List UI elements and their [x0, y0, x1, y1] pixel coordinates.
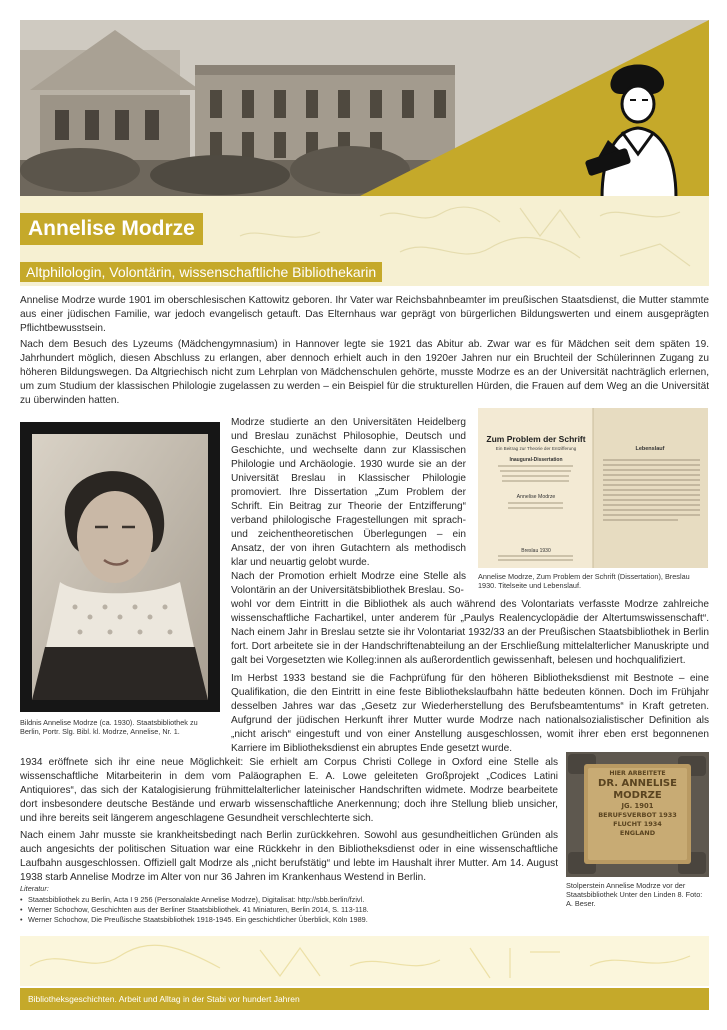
paragraph-education: Nach dem Besuch des Lyzeums (Mädchengymnasium) in Hannover legte sie 1921 das Abitur ab. Zwar war es für Mädchen seit dem späten 19. Jahrhundert möglich, diesen Abschluss zu erlangen, aber dennoch erhielt auch in den 1920er Jahren nur ein Bruchteil der Schülerinnen Zugang zu höheren Bildungswegen. Da Altgriechisch nicht zum Lehrplan von Mädchenschulen gehörte, musste Modrze es an der Universität nachträglich erlernen, um zum Studium der klassischen Philologie zugelassen zu werden – ein Beispiel für die strukturellen Hürden, die Frauen auf dem Weg an die Universität zu überwinden hatten. — [20, 339, 709, 406]
stolperstein-line-6: FLUCHT 1934 — [613, 820, 662, 828]
literature-heading: Literatur: — [20, 884, 49, 893]
reading-woman-icon — [572, 58, 696, 198]
stolperstein-caption: Stolperstein Annelise Modrze vor der Staatsbibliothek Unter den Linden 8. Foto: A. Beser. — [566, 881, 703, 908]
paragraph-exam: Im Herbst 1933 bestand sie die Fachprüfung für den höheren Bibliotheksdienst mit Bestnote – eine Qualifikation, die den Eintritt in eine feste Bibliothekslaufbahn hätte bedeuten können. Doch im Frühjahr desselben Jahres war das „Gesetz zur Wiederherstellung des Berufsbeamtentums“ in Kraft getreten. Aufgrund der jüdischen Herkunft ihrer Mutter wurde Modrze nach nationalsozialistischer Definition als „nicht arisch“ eingestuft und von einer Anstellung ausgeschlossen, womit ihrer eben erst begonnenen Karriere im Bibliotheksdienst ein abruptes Ende gesetzt wurde. — [231, 673, 709, 754]
paragraph-volontariat: wohl vor dem Eintritt in die Bibliothek als auch während des Volontariats verfasste Modrze zahlreiche wissenschaftliche Fachartikel, unter anderem für „Paulys Realencyclopädie der Altertumswissenschaft“. Nach einem Jahr in Breslau setzte sie ihr Volontariat 1932/33 an der Preußischen Staatsbibliothek in Berlin fort. Dort arbeitete sie in der Handschriftenabteilung an der Erschließung mittelalterlicher Manuskripte und galt bei Vorgesetzten wie Kolleg:innen als außerordentlich gewissenhaft, belesen und hochqualifiziert. — [231, 599, 709, 666]
portrait-caption: Bildnis Annelise Modrze (ca. 1930). Staatsbibliothek zu Berlin, Portr. Slg. Bibl. kl. Modrze, Annelise, Nr. 1. — [20, 718, 198, 736]
stolperstein-photo — [566, 752, 709, 877]
page-title: Annelise Modrze — [20, 213, 203, 245]
dissertation-place: Breslau 1930 — [521, 548, 551, 554]
stolperstein-line-1: HIER ARBEITETE — [609, 770, 666, 777]
dissertation-author: Annelise Modrze — [516, 494, 556, 500]
dissertation-subtitle: Ein Beitrag zur Theorie der Entzifferung — [495, 446, 577, 451]
portrait-photo — [20, 422, 220, 712]
dissertation-heading: Inaugural-Dissertation — [509, 457, 563, 463]
dissertation-title: Zum Problem der Schrift — [486, 434, 586, 444]
page-subtitle: Altphilologin, Volontärin, wissenschaftliche Bibliothekarin — [20, 262, 382, 282]
literature-item: • Staatsbibliothek zu Berlin, Acta I 9 256 (Personalakte Annelise Modrze), Digitalisat: http://sbb.berlin/fzivl. — [20, 895, 580, 905]
paragraph-berlin: Nach einem Jahr musste sie krankheitsbedingt nach Berlin zurückkehren. Sowohl aus gesundheitlichen Gründen als auch angesichts der politischen Situation war eine Rückkehr in den Bibliotheksdienst oder in eine wissenschaftliche Laufbahn ausgeschlossen. Offiziell galt Modrze als „nicht berufstätig“ und lebte im Haushalt ihrer Mutter. Am 14. August 1938 starb Annelise Modrze im Alter von nur 36 Jahren im Krankenhaus Westend in Berlin. — [20, 830, 558, 883]
paragraph-oxford: 1934 eröffnete sich ihr eine neue Möglichkeit: Sie erhielt am Corpus Christi College in Oxford eine Stelle als wissenschaftliche Mitarbeiterin in dem vom Paläographen E. A. Lowe geleiteten Großprojekt „Codices Latini Antiquiores“, das sich der Katalogisierung frühmittelalterlicher lateinischer Handschriften widmete. Modrze bearbeitete dort insbesondere deutsche Bestände und erwarb wissenschaftliche Anerkennung; doch ihre Stellung blieb unsicher, und ihre bereits seit längerem angeschlagene Gesundheit verschlechterte sich. — [20, 757, 558, 824]
dissertation-cv-heading: Lebenslauf — [635, 446, 665, 452]
literature-item: • Werner Schochow, Die Preußische Staatsbibliothek 1918-1945. Ein geschichtlicher Überblick, Köln 1989. — [20, 915, 580, 925]
literature-item: • Werner Schochow, Geschichten aus der Berliner Staatsbibliothek. 41 Miniaturen, Berlin 2014, S. 113-118. — [20, 905, 580, 915]
literature-section — [20, 884, 580, 925]
paragraph-volontariat-start: Nach der Promotion erhielt Modrze eine Stelle als Volontärin an der Universitätsbibliothek Breslau. So- — [231, 571, 466, 596]
stolperstein-line-4: JG. 1901 — [621, 802, 654, 810]
paragraph-intro: Annelise Modrze wurde 1901 im oberschlesischen Kattowitz geboren. Ihr Vater war Reichsbahnbeamter im preußischen Staatsdienst, die Mutter stammte aus einer jüdischen Familie, war jedoch evangelisch getauft. Das Elternhaus war geprägt von bürgerlichen Bildungswerten und einem ausgeprägten Pflichtbewusstsein. — [20, 295, 709, 334]
dissertation-caption: Annelise Modrze, Zum Problem der Schrift (Dissertation), Breslau 1930. Titelseite und Lebenslauf. — [478, 572, 690, 590]
stolperstein-line-3: MODRZE — [613, 790, 662, 801]
stolperstein-line-5: BERUFSVERBOT 1933 — [598, 811, 677, 819]
footer-bar: Bibliotheksgeschichten. Arbeit und Alltag in der Stabi vor hundert Jahren — [20, 988, 709, 1010]
stolperstein-line-7: ENGLAND — [619, 829, 656, 837]
literature-list — [20, 895, 580, 925]
paragraph-studies: Modrze studierte an den Universitäten Heidelberg und Breslau zunächst Philosophie, Deutsch und Geschichte, und wechselte dann zur Klassischen Philologie und Archäologie. 1930 wurde sie an der Universität Breslau in Klassischer Philologie promoviert. Ihre Dissertation „Zum Problem der Schrift. Ein Beitrag zur Theorie der Entzifferung“ verband philologische Fragestellungen mit sprach- und zeichentheoretischen Überlegungen – ein Ansatz, der von ihren Gutachtern als methodisch klar und neuartig gelobt wurde. — [231, 417, 466, 568]
bottom-band — [20, 936, 709, 986]
stolperstein-line-2: DR. ANNELISE — [598, 778, 677, 789]
dissertation-image — [478, 408, 708, 568]
